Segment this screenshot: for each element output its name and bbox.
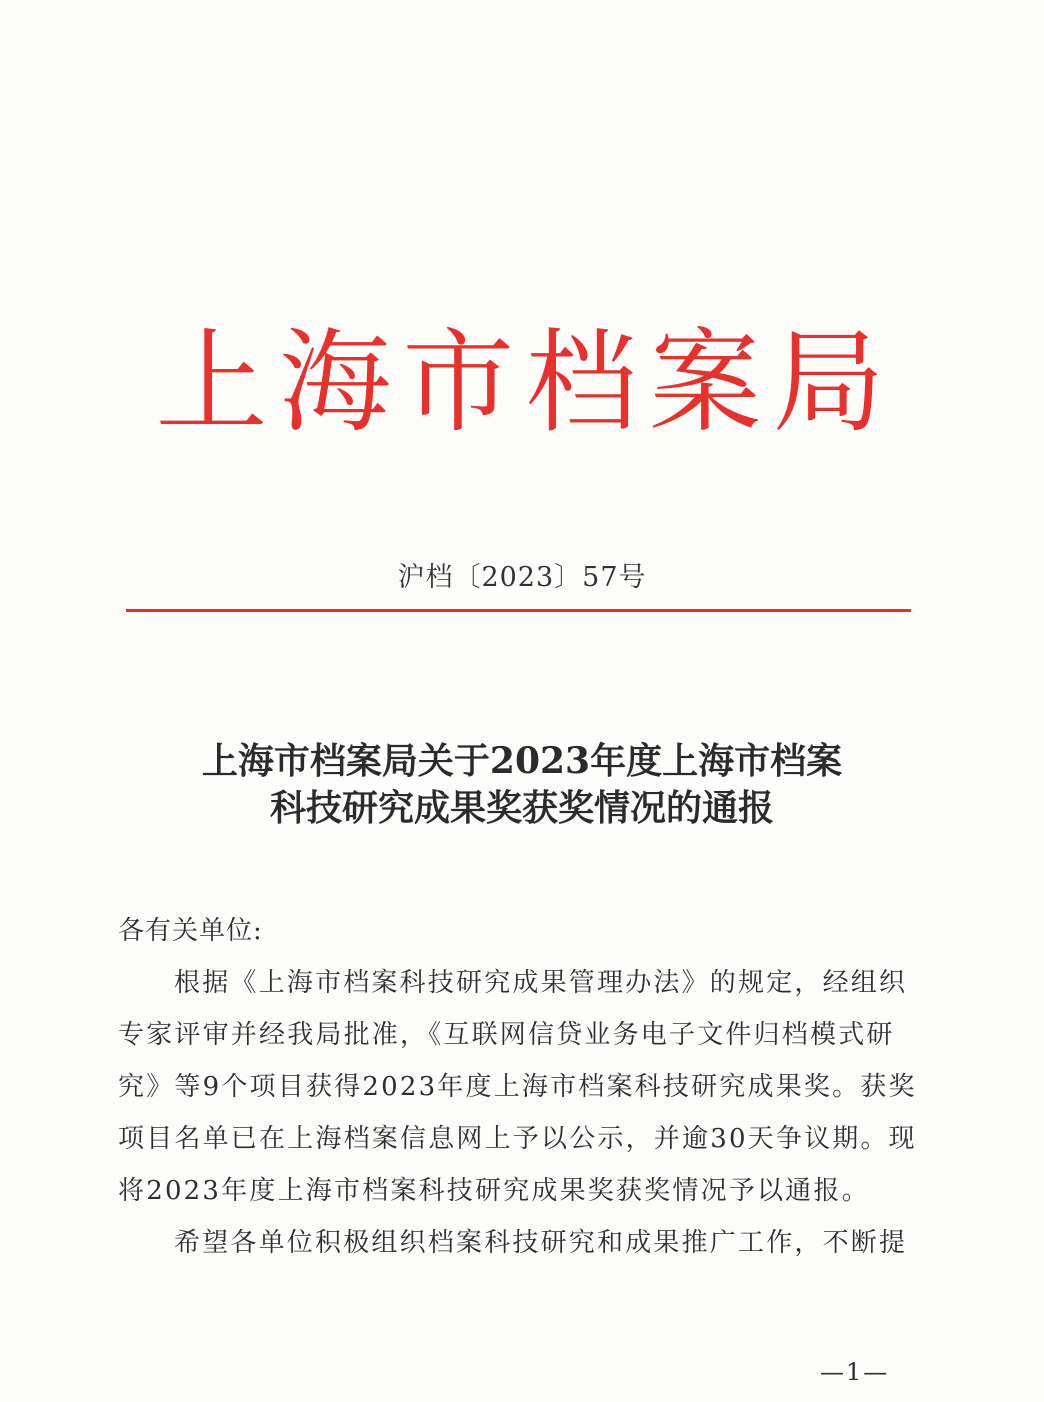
document-number: 沪档〔2023〕57号 bbox=[397, 562, 647, 593]
paragraph-2 bbox=[118, 1217, 908, 1269]
paragraph-line: 将2023年度上海市档案科技研究成果奖获奖情况予以通报。 bbox=[118, 1176, 870, 1206]
paragraph-line: 根据《上海市档案科技研究成果管理办法》的规定，经组织 bbox=[174, 968, 908, 998]
paragraph-line: 专家评审并经我局批准，《互联网信贷业务电子文件归档模式研 bbox=[118, 1020, 895, 1050]
masthead-char: 档 bbox=[525, 318, 638, 448]
title-line-1: 上海市档案局关于2023年度上海市档案 bbox=[201, 740, 843, 782]
masthead-char: 上 bbox=[155, 318, 268, 448]
masthead-char: 案 bbox=[649, 318, 762, 448]
masthead-char: 市 bbox=[402, 318, 515, 448]
red-divider-line bbox=[126, 609, 911, 612]
page-number: —1— bbox=[820, 1358, 890, 1386]
paragraph-1 bbox=[118, 957, 917, 1217]
salutation: 各有关单位: bbox=[118, 916, 263, 946]
paragraph-line: 希望各单位积极组织档案科技研究和成果推广工作，不断提 bbox=[174, 1228, 908, 1258]
paragraph-line: 究》等9个项目获得2023年度上海市档案科技研究成果奖。获奖 bbox=[118, 1072, 917, 1102]
masthead bbox=[150, 318, 890, 448]
document-title bbox=[0, 738, 1044, 832]
masthead-char: 海 bbox=[278, 318, 391, 448]
paragraph-line: 项目名单已在上海档案信息网上予以公示，并逾30天争议期。现 bbox=[118, 1124, 917, 1154]
document-body bbox=[118, 905, 917, 1269]
title-line-2: 科技研究成果奖获奖情况的通报 bbox=[269, 787, 774, 829]
masthead-char: 局 bbox=[772, 318, 885, 448]
